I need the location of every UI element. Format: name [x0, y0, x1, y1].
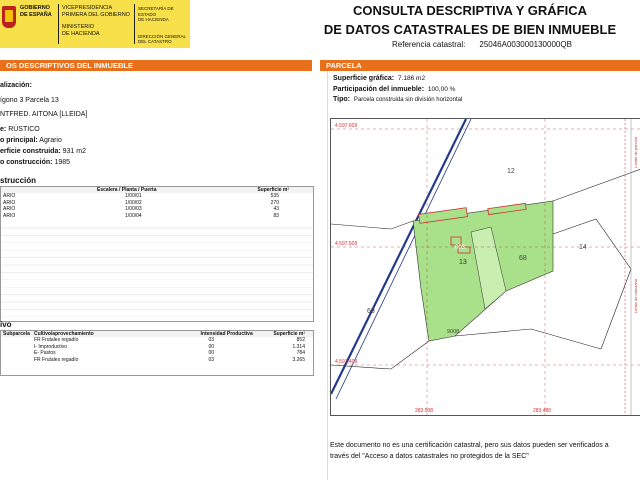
- col-header: Superficie m²: [271, 331, 313, 337]
- vice-line: MINISTERIO: [62, 24, 95, 30]
- sec-line: DEL CATASTRO: [138, 39, 172, 44]
- boundary-line: [553, 169, 640, 201]
- boundary-line: [553, 219, 631, 349]
- cell: 3.265: [292, 356, 305, 363]
- logo-divider: [134, 4, 135, 44]
- parcel-number: 69: [367, 308, 375, 315]
- vice-line: PRIMERA DEL GOBIERNO: [62, 11, 130, 18]
- cell: 535: [270, 193, 279, 200]
- construccion-title: strucción: [0, 176, 37, 185]
- sec-line: DIRECCIÓN GENERAL: [138, 33, 187, 39]
- cell: ARIO: [3, 199, 16, 206]
- table-row: [1, 357, 313, 363]
- parcel-number: 9008: [447, 329, 460, 335]
- section-header-inmueble: [0, 60, 312, 71]
- cell: 1.314: [292, 343, 305, 350]
- parcel-tipo-value: Parcela construida sin división horizontal: [353, 97, 463, 103]
- ref-value: 25046A003000130000QB: [479, 40, 572, 49]
- parcel-number: 14: [579, 244, 587, 251]
- anio-label: o construcción:: [0, 159, 53, 166]
- government-logo-block: [0, 0, 190, 48]
- table-ruled-lines: [1, 221, 313, 319]
- cell: 1/00/03: [125, 206, 142, 213]
- reference-row: [392, 40, 572, 49]
- boundary-line: [331, 221, 413, 229]
- parcel-tipo-label: Tipo:: [333, 96, 350, 103]
- construccion-table: [1, 187, 313, 219]
- cell: 1/00/01: [125, 193, 142, 200]
- gov-line: DE ESPAÑA: [20, 11, 52, 18]
- coord-label: 4.597.409: [335, 359, 358, 365]
- ref-label: Referencia catastral:: [392, 40, 466, 49]
- legend-text: Límite de parcela: [633, 137, 638, 168]
- secretaria-text: [138, 6, 193, 45]
- cultivo-table-box: [0, 330, 314, 376]
- parcel-part-value: 100,00 %: [427, 85, 456, 93]
- cell: 03: [208, 356, 215, 363]
- cell: 784: [296, 350, 305, 357]
- parcel-number: 003: [455, 245, 466, 251]
- cell: FR Frutales regadío: [33, 356, 79, 363]
- cell: 00: [208, 343, 215, 350]
- cell: 83: [273, 212, 279, 219]
- cadastral-map[interactable]: [330, 118, 640, 416]
- cell: I- Improductivo: [33, 343, 68, 350]
- col-header: Intensidad Productiva: [199, 331, 272, 337]
- gobierno-text: [20, 5, 60, 18]
- document-title: [300, 1, 640, 39]
- location-label: alización:: [0, 82, 32, 89]
- anio-value: 1985: [54, 159, 71, 166]
- cell: [1, 357, 32, 363]
- title-line-2: DE DATOS CATASTRALES DE BIEN INMUEBLE: [323, 22, 617, 37]
- coat-of-arms-icon: [2, 6, 16, 28]
- coord-label: 4.597.609: [335, 123, 358, 129]
- clase-value: RÚSTICO: [8, 126, 40, 133]
- coord-label: 4.597.509: [335, 241, 358, 247]
- cell: 852: [296, 337, 305, 344]
- cell: 1/00/04: [125, 212, 142, 219]
- coord-label: 283.508: [415, 408, 434, 414]
- location-line-1: ígono 3 Parcela 13: [0, 97, 59, 104]
- vice-line: DE HACIENDA: [62, 30, 100, 37]
- cell: E- Pastos: [33, 350, 56, 357]
- sec-line: SECRETARÍA DE ESTADO: [138, 6, 174, 17]
- cell: ARIO: [3, 212, 16, 219]
- note-line-2: través del "Acceso a datos catastrales no protegidos de la SEC": [330, 453, 529, 460]
- cell: ARIO: [3, 206, 16, 213]
- cell: 43: [273, 206, 279, 213]
- cell: 270: [270, 199, 279, 206]
- parcel-sup-label: Superficie gráfica:: [333, 75, 395, 82]
- cell: 00: [208, 350, 215, 357]
- uso-label: o principal:: [0, 137, 38, 144]
- parcel-sup-value: 7.186 m2: [397, 75, 426, 82]
- parcel-number: 13: [459, 259, 467, 266]
- cell: ARIO: [3, 193, 16, 200]
- note-line-1: Este documento no es una certificación catastral, pero sus datos pueden ser verificados a: [330, 442, 609, 449]
- construccion-table-box: [0, 186, 314, 322]
- ministerio-text: [62, 5, 132, 37]
- gov-line: GOBIERNO: [20, 5, 50, 11]
- cell: 1/00/02: [125, 199, 142, 206]
- section-title-bold: INMUEBLE: [93, 61, 133, 70]
- parcel-details: [333, 74, 633, 106]
- property-details: [0, 80, 320, 168]
- col-header: Subparcela: [3, 331, 30, 337]
- table-row: [1, 213, 313, 219]
- col-header: Cultivo/aprovechamiento: [32, 331, 199, 337]
- uso-value: Agrario: [39, 137, 62, 144]
- col-header: Superficie m²: [219, 187, 313, 193]
- section-title-prefix: OS DESCRIPTIVOS DEL: [6, 61, 94, 70]
- cultivo-table: [1, 331, 313, 363]
- sec-line: DE HACIENDA: [138, 17, 169, 22]
- cell: FR Frutales regadío: [33, 337, 79, 344]
- parcel-part-label: Participación del inmueble:: [333, 85, 425, 93]
- parcel-number: 68: [519, 255, 527, 262]
- superficie-value: 931 m2: [62, 148, 86, 155]
- disclaimer-note: [330, 440, 640, 462]
- cell: 03: [208, 337, 215, 344]
- cultivo-title: ivo: [0, 320, 12, 329]
- title-line-1: CONSULTA DESCRIPTIVA Y GRÁFICA: [352, 3, 587, 18]
- vice-line: VICEPRESIDENCIA: [62, 5, 113, 11]
- superficie-label: erficie construida:: [0, 148, 61, 155]
- location-line-2: NTFRED. AITONA [LLEIDA]: [0, 111, 88, 118]
- clase-label: e:: [0, 126, 7, 133]
- building-outline: [451, 237, 461, 245]
- logo-divider: [58, 4, 59, 44]
- section-header-parcela: PARCELA: [320, 60, 640, 71]
- coord-label: 283.480: [533, 408, 552, 414]
- cadastral-map-svg: [331, 119, 640, 415]
- legend-text: Límite de manzana: [633, 279, 638, 314]
- parcel-number: 12: [507, 168, 515, 175]
- boundary-line: [455, 329, 601, 349]
- col-header: Escalera / Planta / Puerta: [95, 187, 219, 193]
- column-divider: [327, 62, 328, 480]
